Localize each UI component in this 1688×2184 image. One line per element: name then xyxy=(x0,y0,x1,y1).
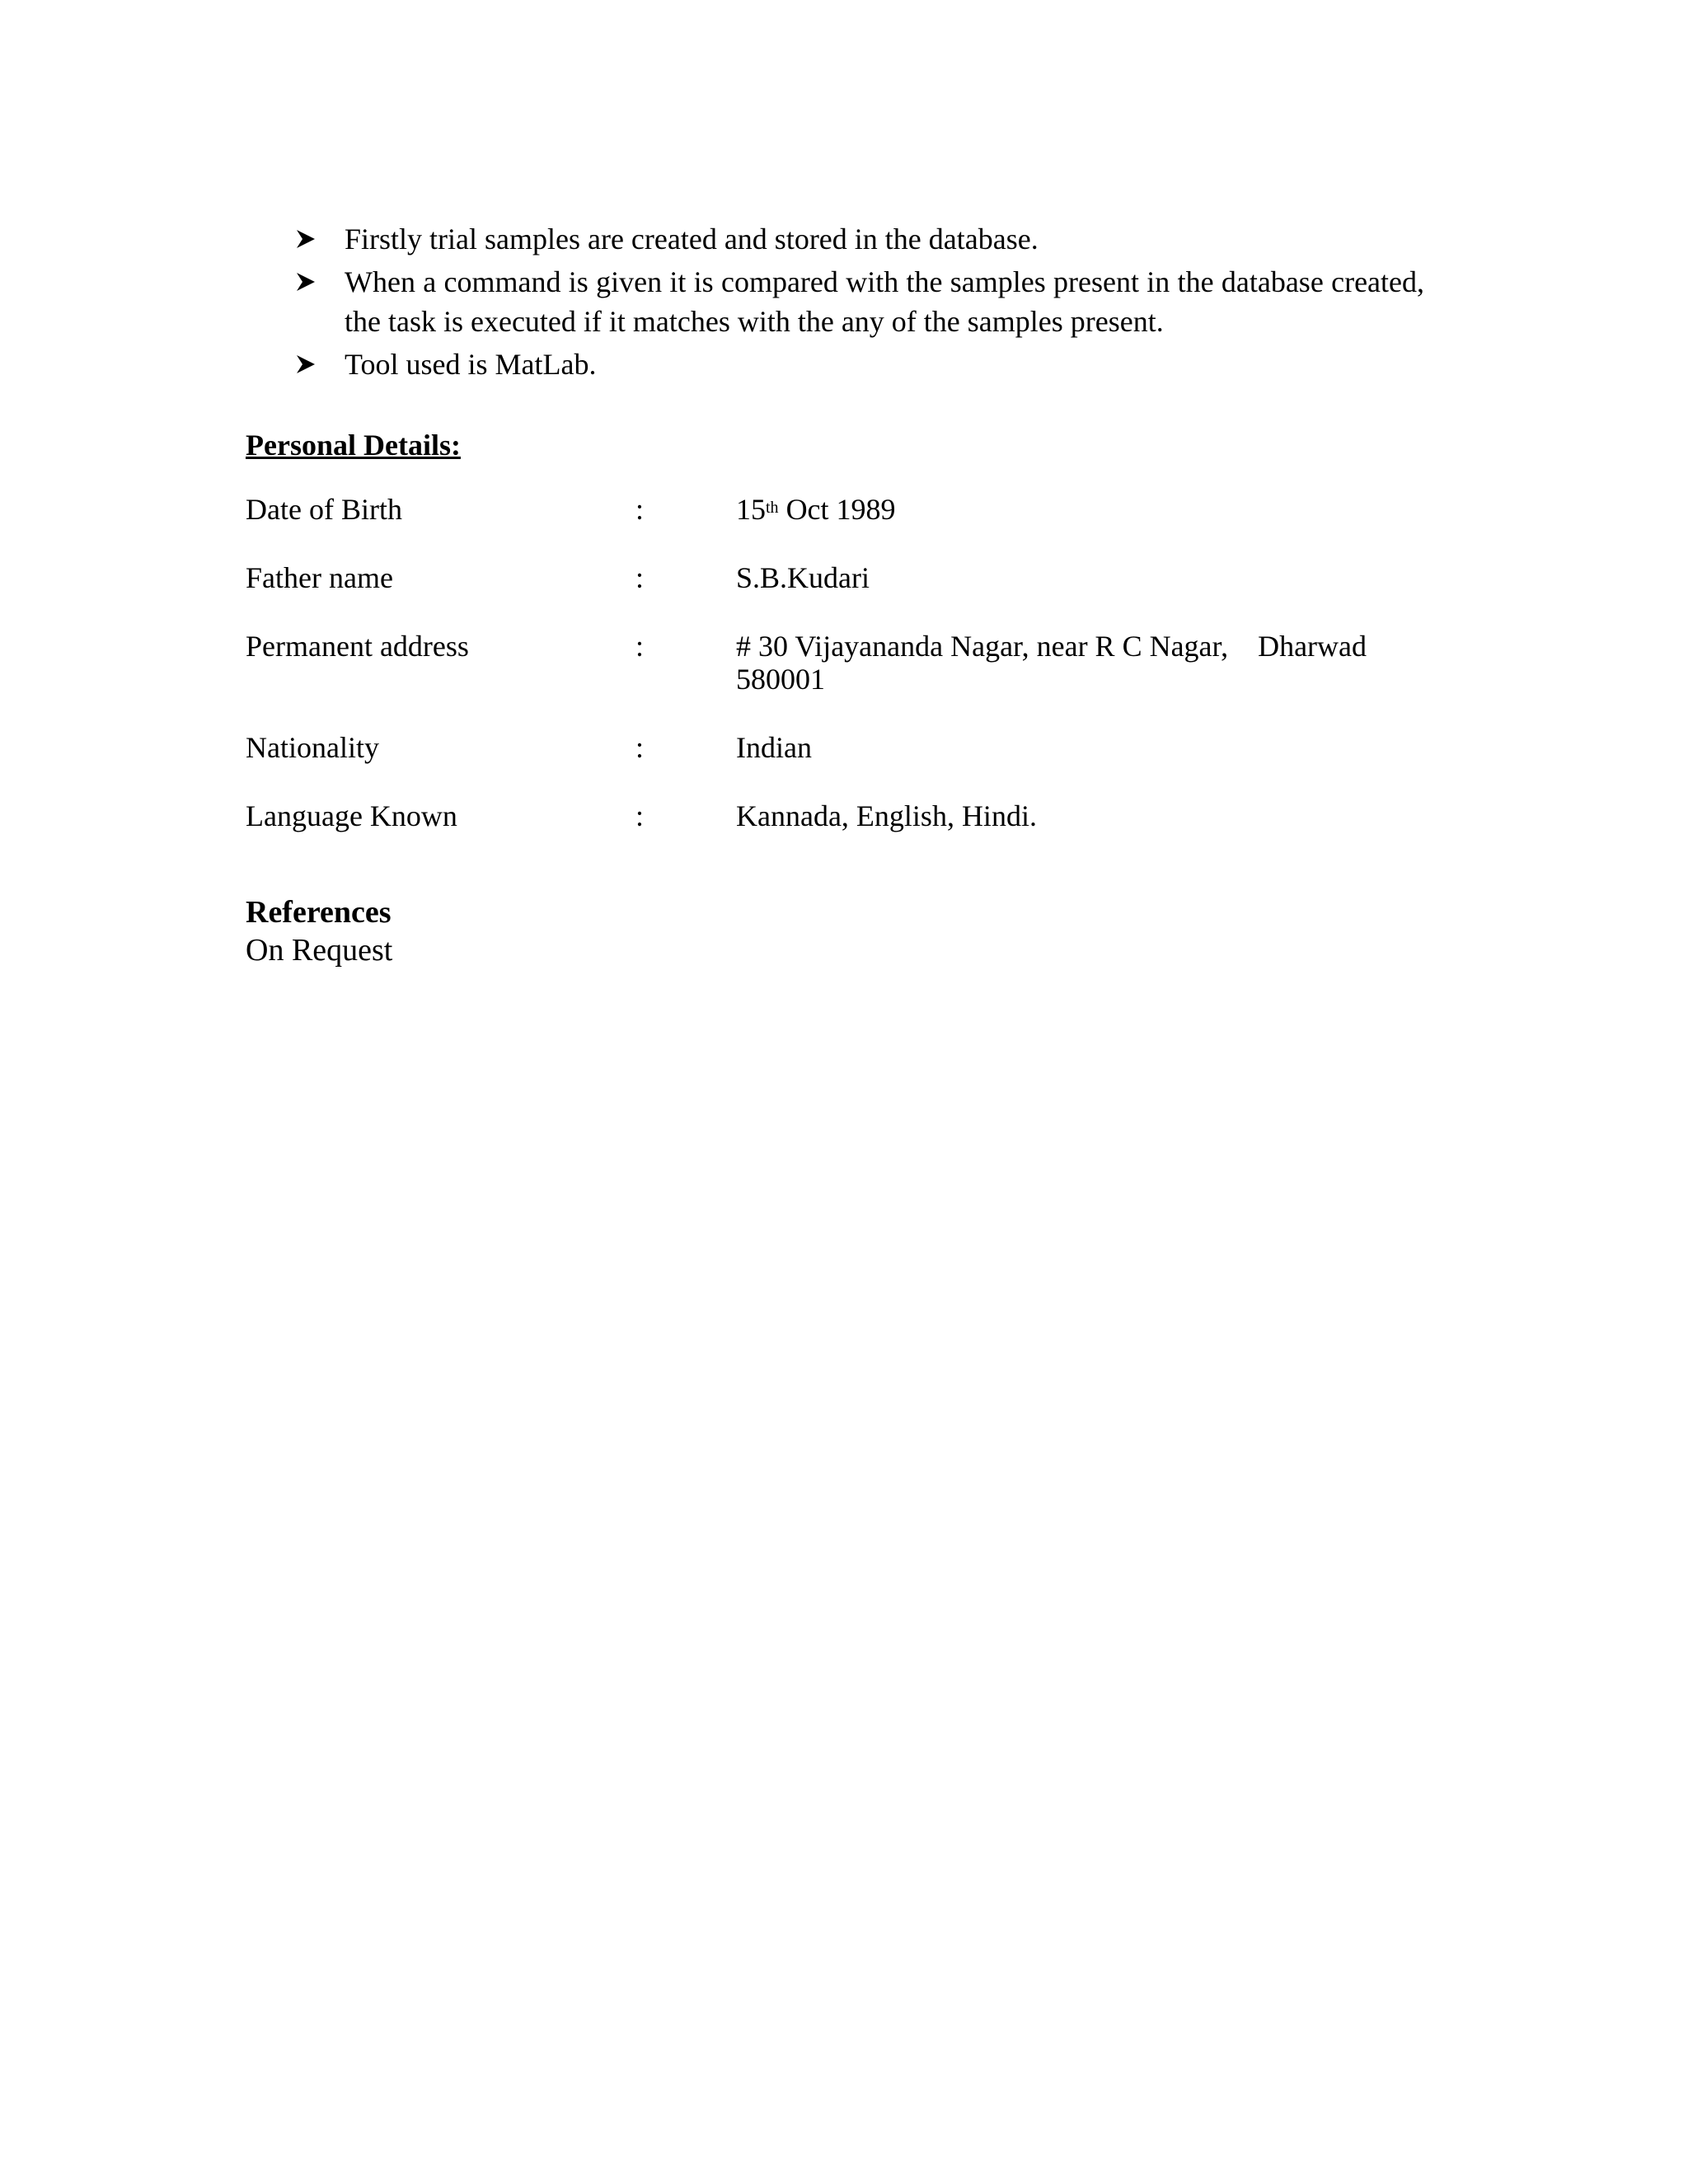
references-value: On Request xyxy=(246,933,393,968)
separator: : xyxy=(635,493,645,526)
dob-value xyxy=(736,493,1424,526)
dob-day: 15 xyxy=(736,493,766,526)
references-heading: References xyxy=(246,895,392,930)
list-item xyxy=(246,219,1424,259)
separator: : xyxy=(635,630,645,663)
dob-label: Date of Birth xyxy=(246,493,402,526)
nationality-label: Nationality xyxy=(246,731,379,764)
address-row xyxy=(246,630,1424,696)
address-line-1: # 30 Vijayananda Nagar, near R C Nagar, Dharwad xyxy=(736,630,1367,663)
dob-row xyxy=(246,493,1424,526)
bullet-text: Tool used is MatLab. xyxy=(345,348,597,381)
separator: : xyxy=(635,561,645,594)
nationality-row xyxy=(246,731,1424,764)
arrowhead-bullet-icon xyxy=(295,344,318,384)
arrowhead-bullet-icon xyxy=(295,219,318,259)
project-bullet-list xyxy=(246,219,1424,384)
separator: : xyxy=(635,731,645,764)
list-item xyxy=(246,344,1424,384)
bullet-text: When a command is given it is compared with the samples present in the database created, the task is executed if it matches with the any of the samples present. xyxy=(345,265,1424,338)
dob-rest: Oct 1989 xyxy=(778,493,896,526)
languages-row xyxy=(246,799,1424,832)
personal-details-table xyxy=(246,493,1424,832)
nationality-value: Indian xyxy=(736,731,812,764)
personal-details-heading: Personal Details: xyxy=(246,429,461,462)
address-value xyxy=(736,630,1424,696)
dob-suffix: th xyxy=(766,499,779,517)
father-value: S.B.Kudari xyxy=(736,561,870,594)
languages-value: Kannada, English, Hindi. xyxy=(736,799,1037,832)
references-section xyxy=(246,893,1424,969)
father-label: Father name xyxy=(246,561,393,594)
arrowhead-bullet-icon xyxy=(295,262,318,302)
list-item xyxy=(246,262,1424,341)
resume-content xyxy=(246,219,1424,969)
address-label: Permanent address xyxy=(246,630,469,663)
separator: : xyxy=(635,799,645,832)
father-row xyxy=(246,561,1424,594)
languages-label: Language Known xyxy=(246,799,457,832)
address-line-2: 580001 xyxy=(736,663,825,696)
bullet-text: Firstly trial samples are created and stored in the database. xyxy=(345,223,1039,255)
